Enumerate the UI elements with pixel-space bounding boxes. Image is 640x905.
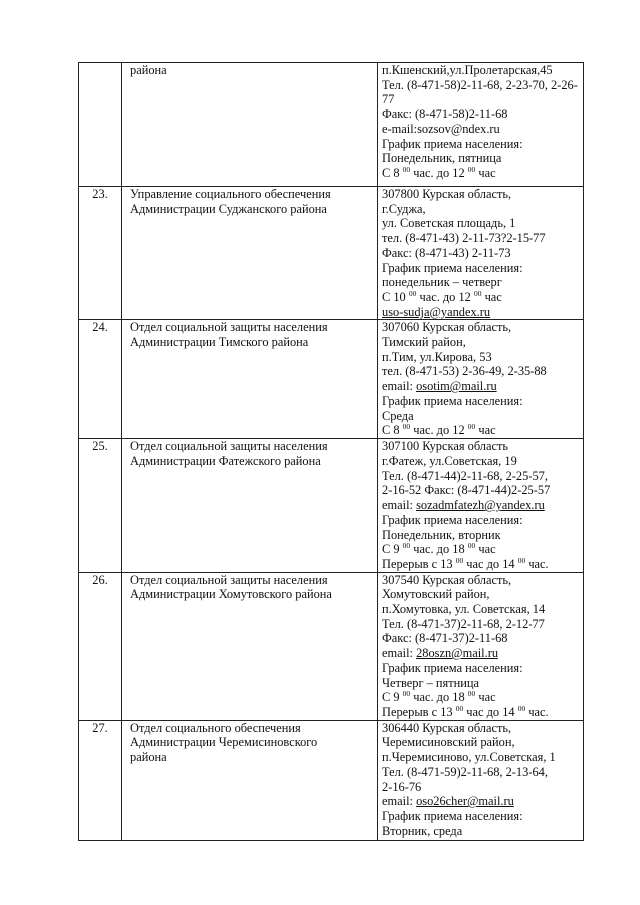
table-row — [79, 439, 584, 572]
reception-hours: С 9 $^{00}$ час. до 18 $^{00}$ час — [382, 689, 496, 705]
table-row — [79, 572, 584, 720]
organization-name: Отдел социального обеспечения Администрации Черемисиновского района — [122, 720, 378, 840]
reception-hours: С 9 $^{00}$ час. до 18 $^{00}$ час — [382, 541, 496, 557]
organization-name: района — [122, 63, 378, 187]
organization-name: Отдел социальной защиты населения Администрации Фатежского района — [122, 439, 378, 572]
contact-details: 307060 Курская область, Тимский район, п.Тим, ул.Кирова, 53 тел. (8-471-53) 2-36-49, 2-35-88 email: osotim@mail.ru График приема населения: Среда С 8 $^{00}$ час. до 12 $^{00}$ час — [378, 320, 584, 439]
organization-name: Отдел социальной защиты населения Администрации Хомутовского района — [122, 572, 378, 720]
email-link[interactable]: uso-sudja@yandex.ru — [382, 304, 491, 319]
organization-name: Отдел социальной защиты населения Администрации Тимского района — [122, 320, 378, 439]
contact-details: 307540 Курская область, Хомутовский район, п.Хомутовка, ул. Советская, 14 Тел. (8-471-37)2-11-68, 2-12-77 Факс: (8-471-37)2-11-68 email: 28oszn@mail.ru График приема населения: Четверг – пятница С 9 $^{00}$ час. до 18 $^{00}$ час Перерыв с 13 $^{00}$ час до 14 $^{00}$ час. — [378, 572, 584, 720]
contact-details: 306440 Курская область, Черемисиновский район, п.Черемисиново, ул.Советская, 1 Тел. (8-471-59)2-11-68, 2-13-64, 2-16-76 email: oso26cher@mail.ru График приема населения: Вторник, среда — [378, 720, 584, 840]
contacts-table — [78, 62, 584, 841]
table-row — [79, 320, 584, 439]
break-hours: Перерыв с 13 $^{00}$ час до 14 $^{00}$ час. — [382, 555, 549, 571]
table-row — [79, 187, 584, 320]
organization-name: Управление социального обеспечения Администрации Суджанского района — [122, 187, 378, 320]
table-row — [79, 720, 584, 840]
row-number: 23. — [79, 187, 122, 320]
email-link[interactable]: 28oszn@mail.ru — [416, 646, 499, 661]
row-number: 27. — [79, 720, 122, 840]
contact-details: п.Кшенский,ул.Пролетарская,45 Тел. (8-471-58)2-11-68, 2-23-70, 2-26- 77 Факс: (8-471-58)2-11-68 e-mail:sozsov@ndex.ru График приема населения: Понедельник, пятница С 8 $^{00}$ час. до 12 $^{00}$ час — [378, 63, 584, 187]
reception-hours: С 10 $^{00}$ час. до 12 $^{00}$ час — [382, 288, 502, 304]
email-text: e-mail:sozsov@ndex.ru — [382, 121, 500, 136]
reception-hours: С 8 $^{00}$ час. до 12 $^{00}$ час — [382, 422, 496, 438]
row-number — [79, 63, 122, 187]
email-link[interactable]: osotim@mail.ru — [416, 379, 497, 394]
row-number: 25. — [79, 439, 122, 572]
row-number: 24. — [79, 320, 122, 439]
table-row — [79, 63, 584, 187]
reception-hours: С 8 $^{00}$ час. до 12 $^{00}$ час — [382, 164, 496, 180]
break-hours: Перерыв с 13 $^{00}$ час до 14 $^{00}$ час. — [382, 703, 549, 719]
contact-details: 307100 Курская область г.Фатеж, ул.Советская, 19 Тел. (8-471-44)2-11-68, 2-25-57, 2-16-52 Факс: (8-471-44)2-25-57 email: sozadmfatezh@yandex.ru График приема населения: Понедельник, вторник С 9 $^{00}$ час. до 18 $^{00}$ час Перерыв с 13 $^{00}$ час до 14 $^{00}$ час. — [378, 439, 584, 572]
contact-details: 307800 Курская область, г.Суджа, ул. Советская площадь, 1 тел. (8-471-43) 2-11-73?2-15-77 Факс: (8-471-43) 2-11-73 График приема населения: понедельник – четверг С 10 $^{00}$ час. до 12 $^{00}$ час uso-sudja@yandex.ru — [378, 187, 584, 320]
email-link[interactable]: oso26cher@mail.ru — [416, 794, 514, 809]
row-number: 26. — [79, 572, 122, 720]
email-link[interactable]: sozadmfatezh@yandex.ru — [416, 498, 545, 513]
